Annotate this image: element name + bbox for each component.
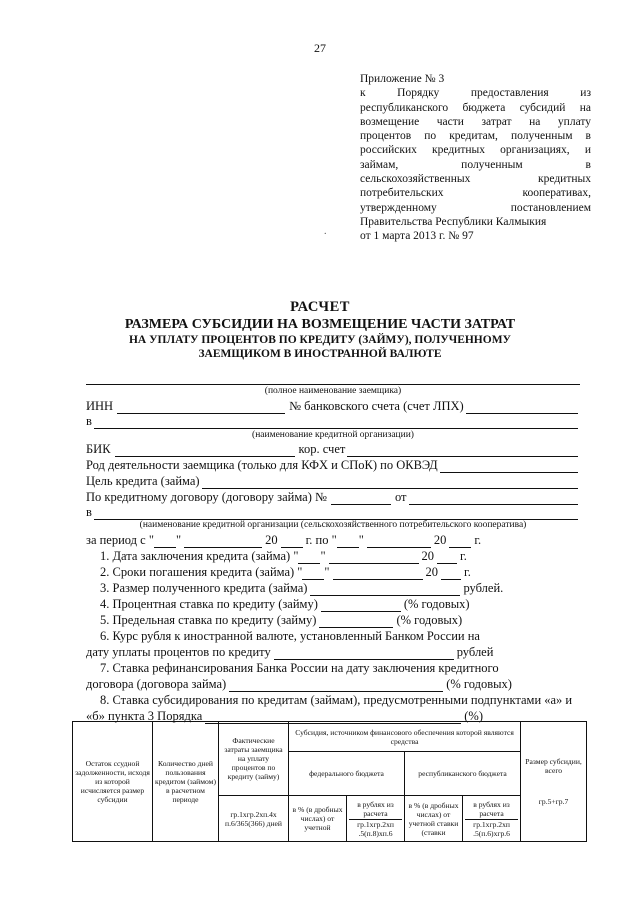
title-line: НА УПЛАТУ ПРОЦЕНТОВ ПО КРЕДИТУ (ЗАЙМУ), ПОЛУЧЕННОМУ <box>128 334 511 346</box>
activity-field[interactable] <box>440 460 578 473</box>
header-costs: Фактические затраты заемщика на уплату процентов по кредиту (займу) <box>219 722 289 796</box>
stray-mark: . <box>324 226 327 237</box>
period-to-day[interactable] <box>337 535 359 548</box>
item2-day[interactable] <box>302 567 324 580</box>
label-item1: 1. Дата заключения кредита (займа) " <box>100 549 299 563</box>
formula-costs: гр.1хгр.2хп.4х п.6/365(366) дней <box>219 796 289 842</box>
caption-borrower: (полное наименование заемщика) <box>264 386 402 396</box>
quote-mark: " <box>320 549 326 563</box>
year-prefix: 20 <box>265 533 278 547</box>
appendix-line: российских кредитных организациях, и <box>360 144 591 157</box>
item1-year[interactable] <box>437 551 457 564</box>
item2-year[interactable] <box>441 567 461 580</box>
row-item3 <box>86 580 580 596</box>
item3-field[interactable] <box>310 583 460 596</box>
appendix-line: республиканского бюджета субсидий на <box>360 101 591 114</box>
borrower-name-line[interactable] <box>86 384 580 385</box>
row-item5 <box>86 612 580 628</box>
year-prefix: 20 <box>425 565 439 579</box>
appendix-line: займам, полученным в <box>360 158 591 171</box>
year-prefix: 20 <box>421 549 435 563</box>
label-purpose: Цель кредита (займа) <box>86 474 200 488</box>
unit-percent: (% годовых) <box>396 613 463 627</box>
unit-rubles: рублей. <box>463 581 504 595</box>
appendix-line: сельскохозяйственных кредитных <box>360 173 591 186</box>
appendix-line: от 1 марта 2013 г. № 97 <box>360 230 474 243</box>
header-rep-rubles <box>463 796 521 842</box>
row-bank <box>86 413 580 429</box>
row-bik <box>86 441 580 457</box>
row-bank2 <box>86 504 580 520</box>
appendix-head: Приложение № 3 <box>360 73 445 85</box>
period-from-year[interactable] <box>281 535 303 548</box>
appendix-line: возмещение части затрат на уплату <box>360 115 591 128</box>
label-period: за период с " <box>86 533 154 547</box>
label-item5: 5. Предельная ставка по кредиту (займу) <box>100 613 317 627</box>
label-activity: Род деятельности заемщика (только для КФХ и СПоК) по ОКВЭД <box>86 458 438 472</box>
header-balance: Остаток ссудной задолженности, исходя из которой исчисляется размер субсидии <box>73 722 153 842</box>
title-line: РАЗМЕРА СУБСИДИИ НА ВОЗМЕЩЕНИЕ ЧАСТИ ЗАТРАТ <box>124 317 516 332</box>
row-period <box>86 532 580 548</box>
purpose-field[interactable] <box>202 476 578 489</box>
row-activity <box>86 457 580 473</box>
row-item2 <box>86 564 580 580</box>
label-period-to: г. по " <box>305 533 337 547</box>
label-from: от <box>394 490 407 504</box>
subsidy-table <box>72 721 587 842</box>
item1-month[interactable] <box>329 551 419 564</box>
row-item8 <box>86 692 580 708</box>
header-subsidy: Субсидия, источником финансового обеспечения которой являются средства <box>289 722 521 752</box>
appendix-line: потребительских кооперативах, <box>360 187 591 200</box>
period-to-year[interactable] <box>449 535 471 548</box>
label-item4: 4. Процентная ставка по кредиту (займу) <box>100 597 318 611</box>
bik-field[interactable] <box>115 444 295 457</box>
unit-percent: (% годовых) <box>446 677 512 691</box>
label-item7-cont: договора (договора займа) <box>86 677 227 691</box>
header-total <box>521 722 587 842</box>
corr-field[interactable] <box>347 444 578 457</box>
appendix-line: к Порядку предоставления из <box>360 87 591 100</box>
label-in: в <box>86 414 92 428</box>
title-line: РАСЧЕТ <box>290 299 350 315</box>
caption-coop: (наименование кредитной организации (сельскохозяйственного потребительского кооператива) <box>139 520 527 530</box>
label-item7: 7. Ставка рефинансирования Банка России на дату заключения кредитного <box>100 661 499 675</box>
row-purpose <box>86 473 580 489</box>
header-fed-rubles <box>347 796 405 842</box>
formula-rep-rubles: гр.1хгр.2хп .5(п.6)хгр.6 <box>465 819 518 838</box>
period-from-day[interactable] <box>154 535 176 548</box>
label-account: № банковского счета (счет ЛПХ) <box>289 399 464 413</box>
label-item2: 2. Сроки погашения кредита (займа) " <box>100 565 303 579</box>
quote-mark: " <box>175 533 182 547</box>
item7-field[interactable] <box>229 679 443 692</box>
unit-rubles: рублей <box>456 645 494 659</box>
document-title <box>0 298 640 361</box>
period-from-month[interactable] <box>184 535 262 548</box>
appendix-line: Правительства Республики Калмыкия <box>360 215 547 228</box>
row-item1 <box>86 548 580 564</box>
header-rep-percent: в % (в дробных числах) от учетной ставки (ставки <box>405 796 463 842</box>
bank-field[interactable] <box>94 416 578 429</box>
unit-percent: (% годовых) <box>403 597 470 611</box>
formula-fed-rubles: гр.1хгр.2хп .5(п.8)хп.6 <box>349 819 402 838</box>
label-item6: 6. Курс рубля к иностранной валюте, установленный Банком России на <box>100 629 480 643</box>
appendix-line: процентов по кредитам, полученным в <box>360 130 591 143</box>
header-republic: республиканского бюджета <box>405 752 521 796</box>
header-days: Количество дней пользования кредитом (займом) в расчетном периоде <box>153 722 219 842</box>
coop-field[interactable] <box>94 507 578 520</box>
appendix-line: утвержденному постановлением <box>360 201 591 214</box>
unit-percent: (%) <box>464 709 484 723</box>
label-corr: кор. счет <box>298 442 346 456</box>
label-item8-cont: «б» пункта 3 Порядка <box>86 709 203 723</box>
row-item4 <box>86 596 580 612</box>
year-suffix: г. <box>464 565 471 579</box>
row-contract <box>86 489 580 505</box>
label-item6-cont: дату уплаты процентов по кредиту <box>86 645 271 659</box>
header-federal: федерального бюджета <box>289 752 405 796</box>
row-inn <box>86 398 580 414</box>
row-item6-cont <box>86 644 580 660</box>
page-number: 27 <box>314 41 326 55</box>
row-item7-cont <box>86 676 580 692</box>
period-to-month[interactable] <box>367 535 431 548</box>
label-bik: БИК <box>86 442 111 456</box>
header-rep-rubles-label: в рублях из расчета <box>473 799 510 818</box>
year-prefix: 20 <box>433 533 447 547</box>
row-item7 <box>86 660 580 676</box>
label-contract: По кредитному договору (договору займа) № <box>86 490 327 504</box>
item6-field[interactable] <box>274 647 454 660</box>
header-fed-rubles-label: в рублях из расчета <box>357 799 394 818</box>
label-item8: 8. Ставка субсидирования по кредитам (займам), предусмотренными подпунктами «а» и <box>100 693 573 707</box>
label-in2: в <box>86 505 92 519</box>
quote-mark: " <box>358 533 364 547</box>
item2-month[interactable] <box>333 567 423 580</box>
header-total-label: Размер субсидии, всего <box>525 757 582 775</box>
appendix-note <box>360 72 591 244</box>
quote-mark: " <box>324 565 330 579</box>
item4-field[interactable] <box>321 599 401 612</box>
formula-total: гр.5+гр.7 <box>538 797 569 806</box>
row-item6 <box>86 628 580 644</box>
year-suffix: г. <box>474 533 482 547</box>
year-suffix: г. <box>460 549 467 563</box>
item5-field[interactable] <box>319 615 393 628</box>
item1-day[interactable] <box>298 551 320 564</box>
label-inn: ИНН <box>86 399 114 413</box>
title-line: ЗАЕМЩИКОМ В ИНОСТРАННОЙ ВАЛЮТЕ <box>198 348 442 360</box>
header-fed-percent: в % (в дробных числах) от учетной <box>289 796 347 842</box>
label-item3: 3. Размер полученного кредита (займа) <box>100 581 308 595</box>
caption-bank: (наименование кредитной организации) <box>252 430 414 440</box>
